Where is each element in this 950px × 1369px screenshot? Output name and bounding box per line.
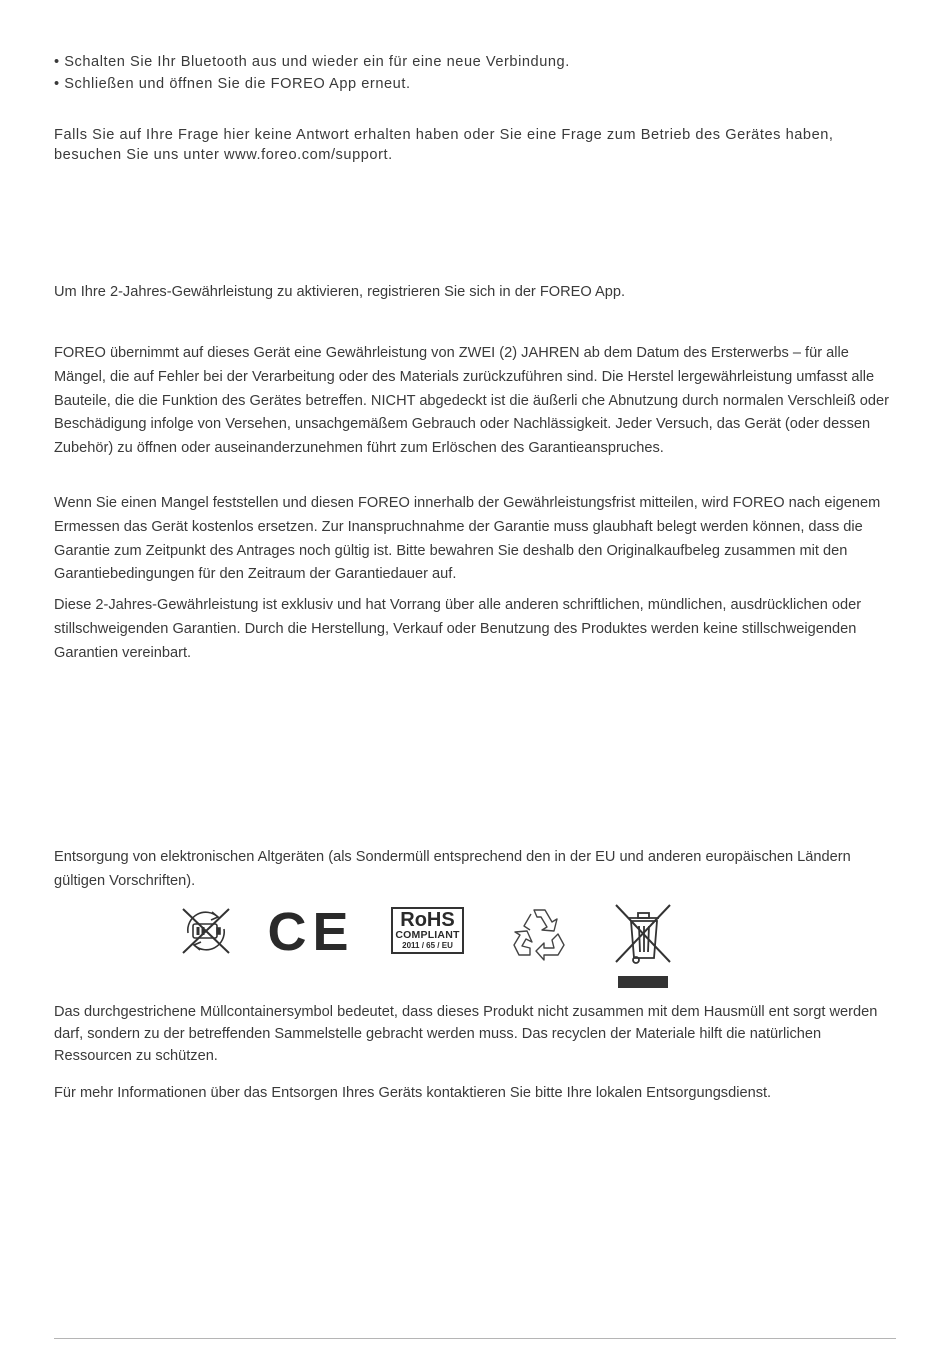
- rohs-compliant-badge: [391, 907, 464, 954]
- disposal-intro: Entsorgung von elektronischen Altgeräten (als Sondermüll entsprechend den in der EU und anderen europäischen Ländern gültigen Vorschriften).: [54, 849, 851, 889]
- rohs-directive: 2011 / 65 / EU: [402, 941, 453, 950]
- rohs-title: RoHS: [400, 909, 455, 931]
- troubleshooting-bullet: • Schalten Sie Ihr Bluetooth aus und wieder ein für eine neue Verbindung.: [54, 54, 570, 70]
- support-note: Falls Sie auf Ihre Frage hier keine Antwort erhalten haben oder Sie eine Frage zum Betrieb des Gerätes haben, besuchen Sie uns unter www.foreo.com/support.: [54, 127, 834, 163]
- no-battery-disposal-icon: [178, 905, 234, 957]
- troubleshooting-bullet: • Schließen und öffnen Sie die FOREO App erneut.: [54, 76, 411, 92]
- disposal-contact-note: Für mehr Informationen über das Entsorgen Ihres Geräts kontaktieren Sie bitte Ihre lokalen Entsorgungsdienst.: [54, 1085, 772, 1101]
- crossed-out-bin-icon: [613, 902, 673, 990]
- ce-mark-icon: [267, 902, 355, 962]
- warranty-paragraph: Wenn Sie einen Mangel feststellen und diesen FOREO innerhalb der Gewährleistungsfrist mitteilen, wird FOREO nach eigenem Ermessen das Gerät kostenlos ersetzen. Zur Inanspruchnahme der Garantie muss glaubhaft belegt werden können, dass die Garantie zum Zeitpunkt des Antrages noch gültig ist. Bitte bewahren Sie deshalb den Originalkaufbeleg zusammen mit den Garantiebedingungen für den Zeitraum der Garantiedauer auf.: [54, 495, 881, 583]
- footer-divider: [54, 1338, 896, 1339]
- warranty-paragraph: Diese 2-Jahres-Gewährleistung ist exklusiv und hat Vorrang über alle anderen schriftlichen, mündlichen, ausdrücklichen oder stillschweigenden Garantien. Durch die Herstellung, Verkauf oder Benutzung des Produktes werden keine stillschweigenden Garantien vereinbart.: [54, 597, 862, 661]
- warranty-paragraph: FOREO übernimmt auf dieses Gerät eine Gewährleistung von ZWEI (2) JAHREN ab dem Datum des Ersterwerbs – für alle Mängel, die auf Fehler bei der Verarbeitung oder des Materials zurückzuführen sind. Die Herstel lergewährleistung umfasst alle Bauteile, die die Funktion des Gerätes betreffen. NICHT abgedeckt ist die äußerli che Abnutzung durch normalen Verschleiß oder Beschädigung infolge von Versehen, unsachgemäßem Gebrauch oder Nachlässigkeit. Jeder Versuch, das Gerät (oder dessen Zubehör) zu öffnen oder auseinanderzunehmen führt zum Erlöschen des Garantieanspruches.: [54, 345, 890, 457]
- bin-symbol-explanation: Das durchgestrichene Müllcontainersymbol bedeutet, dass dieses Produkt nicht zusammen mit dem Hausmüll ent sorgt werden darf, sondern zu der betreffenden Sammelstelle gebracht werden muss. Das recyclen der Materiale hilft die natürlichen Ressourcen zu schützen.: [54, 1004, 878, 1064]
- rohs-compliant-label: COMPLIANT: [395, 929, 460, 941]
- warranty-registration: Um Ihre 2-Jahres-Gewährleistung zu aktivieren, registrieren Sie sich in der FOREO App.: [54, 284, 626, 300]
- recycling-icon: [510, 904, 570, 960]
- svg-text:CE: CE: [267, 902, 355, 962]
